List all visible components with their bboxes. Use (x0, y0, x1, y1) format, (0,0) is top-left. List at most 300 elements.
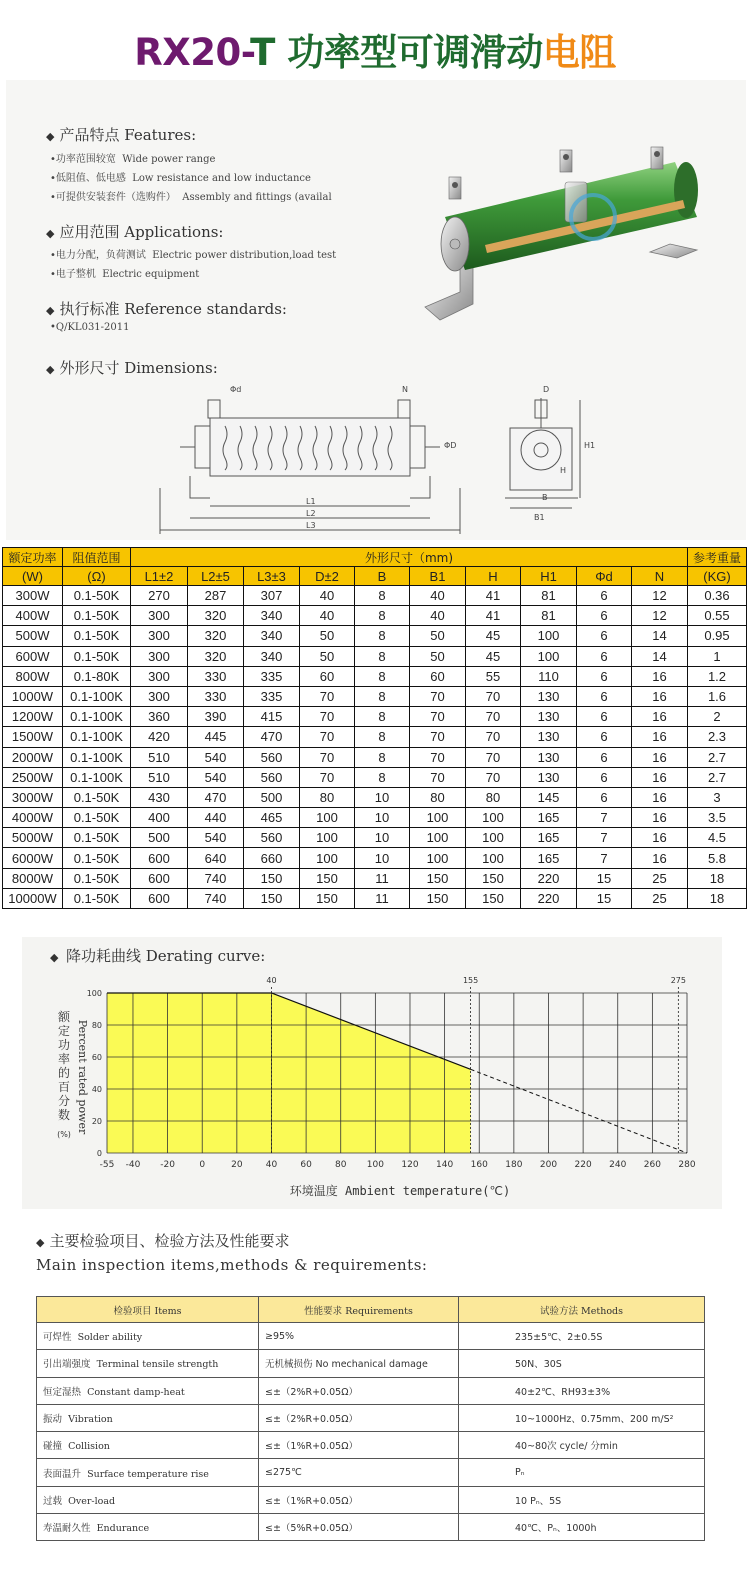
table-cell: 16 (632, 666, 688, 686)
table-row (3, 727, 747, 747)
table-cell: 0.1-50K (63, 868, 131, 888)
table-cell: 150 (466, 868, 521, 888)
table-cell: 220 (521, 888, 577, 908)
table-cell: 100 (466, 848, 521, 868)
table-cell: 220 (521, 868, 577, 888)
table-cell: 6 (577, 787, 632, 807)
y-axis-label-char: 功 (57, 1038, 71, 1052)
x-tick-label: 260 (643, 1160, 661, 1170)
table-cell: 4000W (3, 808, 63, 828)
diamond-icon: ◆ (46, 304, 55, 317)
label-phid: Φd (230, 385, 242, 394)
table-cell: 6 (577, 686, 632, 706)
requirement-cell: ≤±（5%R+0.05Ω） (259, 1514, 459, 1541)
table-cell: 560 (244, 828, 300, 848)
chart-title: 降功耗曲线 Derating curve: (66, 947, 266, 965)
y-tick-label: 0 (96, 1149, 102, 1158)
table-cell: 70 (466, 767, 521, 787)
table-cell: 6 (577, 767, 632, 787)
item-cell: 振动 Vibration (37, 1404, 259, 1431)
header-requirements: 性能要求 Requirements (259, 1297, 459, 1323)
table-cell: 100 (466, 828, 521, 848)
table-cell: 430 (131, 787, 188, 807)
table-row (3, 767, 747, 787)
table-cell: 340 (244, 646, 300, 666)
table-cell: 165 (521, 828, 577, 848)
label-l1: L1 (306, 497, 316, 506)
table-cell: 40 (300, 586, 355, 606)
y-axis-label-char: 数 (57, 1108, 71, 1122)
page-title (0, 22, 750, 72)
table-cell: 500W (3, 626, 63, 646)
table-cell: 150 (466, 888, 521, 908)
table-cell: 3.5 (688, 808, 747, 828)
table-cell: 10 (355, 848, 410, 868)
x-tick-label: 280 (678, 1160, 696, 1170)
inspection-heading-en: Main inspection items,methods & requirements: (36, 1256, 428, 1274)
x-tick-label: 40 (265, 1160, 278, 1170)
table-cell: 640 (188, 848, 244, 868)
table-cell: 81 (521, 586, 577, 606)
y-tick-label: 100 (86, 989, 102, 998)
table-cell: 560 (244, 747, 300, 767)
table-row (37, 1514, 705, 1541)
table-cell: 100 (410, 848, 466, 868)
table-cell: 45 (466, 626, 521, 646)
table-cell: 165 (521, 848, 577, 868)
table-cell: 470 (188, 787, 244, 807)
inspection-header-row (37, 1297, 705, 1323)
table-cell: 740 (188, 868, 244, 888)
method-cell: Pₙ (459, 1459, 705, 1486)
table-cell: 80 (466, 787, 521, 807)
label-l3: L3 (306, 521, 316, 530)
table-cell: 70 (410, 747, 466, 767)
table-cell: 415 (244, 707, 300, 727)
table-cell: 16 (632, 848, 688, 868)
table-cell: 300 (131, 626, 188, 646)
table-cell: 6 (577, 606, 632, 626)
inspection-heading-cn: ◆ 主要检验项目、检验方法及性能要求 (36, 1232, 290, 1250)
table-cell: 6000W (3, 848, 63, 868)
header-unit-cell: B (355, 567, 410, 586)
product-image (415, 142, 715, 332)
table-cell: 0.1-50K (63, 606, 131, 626)
table-cell: 510 (131, 767, 188, 787)
header-unit-cell: L1±2 (131, 567, 188, 586)
annotation-label: 155 (462, 976, 479, 985)
x-tick-label: 0 (199, 1160, 206, 1170)
label-b: B (542, 493, 548, 502)
table-cell: 100 (466, 808, 521, 828)
table-cell: 130 (521, 727, 577, 747)
table-cell: 16 (632, 707, 688, 727)
table-cell: 16 (632, 747, 688, 767)
table-cell: 150 (300, 888, 355, 908)
table-cell: 16 (632, 808, 688, 828)
y-axis-label-char: 额 (57, 1010, 71, 1024)
y-tick-label: 60 (91, 1053, 102, 1062)
table-row (3, 586, 747, 606)
table-cell: 0.1-50K (63, 848, 131, 868)
item-cell: 引出端强度 Terminal tensile strength (37, 1350, 259, 1377)
table-cell: 0.1-100K (63, 707, 131, 727)
table-cell: 3000W (3, 787, 63, 807)
table-cell: 300 (131, 666, 188, 686)
table-cell: 600 (131, 888, 188, 908)
x-tick-label: 80 (335, 1160, 347, 1170)
table-cell: 540 (188, 828, 244, 848)
table-row (3, 747, 747, 767)
table-cell: 18 (688, 868, 747, 888)
header-unit-cell: Φd (577, 567, 632, 586)
table-row (3, 868, 747, 888)
table-cell: 50 (300, 646, 355, 666)
table-cell: 2000W (3, 747, 63, 767)
table-cell: 25 (632, 868, 688, 888)
header-unit-cell: B1 (410, 567, 466, 586)
requirement-cell: ≤±（2%R+0.05Ω） (259, 1377, 459, 1404)
table-cell: 80 (410, 787, 466, 807)
table-cell: 11 (355, 888, 410, 908)
method-cell: 235±5℃、2±0.5S (459, 1323, 705, 1350)
feature-item: •低阻值、低电感 Low resistance and low inductance (50, 173, 311, 184)
table-cell: 16 (632, 727, 688, 747)
table-cell: 41 (466, 586, 521, 606)
table-cell: 0.95 (688, 626, 747, 646)
header-items: 检验项目 Items (37, 1297, 259, 1323)
label-l2: L2 (306, 509, 316, 518)
table-cell: 270 (131, 586, 188, 606)
requirement-cell: 无机械损伤 No mechanical damage (259, 1350, 459, 1377)
extension-series-line (471, 1069, 687, 1153)
table-cell: 307 (244, 586, 300, 606)
diamond-icon: ◆ (50, 951, 59, 964)
header-methods: 试验方法 Methods (459, 1297, 705, 1323)
x-tick-label: -20 (160, 1160, 175, 1170)
table-cell: 335 (244, 686, 300, 706)
table-cell: 70 (466, 707, 521, 727)
table-row (37, 1377, 705, 1404)
table-cell: 800W (3, 666, 63, 686)
table-cell: 50 (300, 626, 355, 646)
table-row (3, 848, 747, 868)
diamond-icon: ◆ (46, 227, 55, 240)
spec-header-units-row (3, 567, 747, 586)
table-row (37, 1459, 705, 1486)
table-cell: 8 (355, 646, 410, 666)
x-tick-label: 60 (300, 1160, 312, 1170)
title-part-resistor: 电阻 (542, 31, 616, 74)
y-axis-label-char: 百 (57, 1080, 71, 1094)
y-axis-label-char: 分 (57, 1094, 71, 1108)
table-cell: 540 (188, 747, 244, 767)
table-cell: 45 (466, 646, 521, 666)
table-cell: 540 (188, 767, 244, 787)
table-cell: 5.8 (688, 848, 747, 868)
table-cell: 465 (244, 808, 300, 828)
table-cell: 12 (632, 606, 688, 626)
table-cell: 6 (577, 646, 632, 666)
table-row (3, 808, 747, 828)
table-cell: 0.1-50K (63, 787, 131, 807)
table-cell: 0.1-100K (63, 767, 131, 787)
table-cell: 16 (632, 787, 688, 807)
diamond-icon: ◆ (46, 363, 55, 376)
table-cell: 145 (521, 787, 577, 807)
table-cell: 660 (244, 848, 300, 868)
table-cell: 40 (410, 586, 466, 606)
table-cell: 320 (188, 646, 244, 666)
table-cell: 70 (410, 686, 466, 706)
table-cell: 420 (131, 727, 188, 747)
table-cell: 40 (410, 606, 466, 626)
x-axis-label: 环境温度 Ambient temperature(℃) (289, 1184, 511, 1198)
table-cell: 0.1-100K (63, 727, 131, 747)
table-cell: 40 (300, 606, 355, 626)
table-cell: 18 (688, 888, 747, 908)
terminal (560, 150, 572, 172)
table-cell: 80 (300, 787, 355, 807)
table-cell: 2500W (3, 767, 63, 787)
table-cell: 70 (466, 686, 521, 706)
annotation-label: 40 (266, 976, 277, 985)
table-cell: 0.1-50K (63, 808, 131, 828)
table-cell: 110 (521, 666, 577, 686)
table-cell: 70 (300, 727, 355, 747)
table-row (37, 1404, 705, 1431)
table-cell: 16 (632, 686, 688, 706)
table-cell: 6 (577, 707, 632, 727)
y-axis-label-char: 定 (57, 1024, 71, 1038)
table-cell: 7 (577, 808, 632, 828)
table-cell: 500 (131, 828, 188, 848)
table-cell: 300 (131, 606, 188, 626)
table-row (3, 646, 747, 666)
table-cell: 8 (355, 606, 410, 626)
requirement-cell: ≥95% (259, 1323, 459, 1350)
table-cell: 100 (300, 848, 355, 868)
table-cell: 330 (188, 686, 244, 706)
dimensions-heading: ◆ 外形尺寸 Dimensions: (46, 359, 218, 377)
table-row (3, 666, 747, 686)
item-cell: 寿温耐久性 Endurance (37, 1514, 259, 1541)
table-cell: 14 (632, 626, 688, 646)
label-n: N (402, 385, 408, 394)
table-cell: 130 (521, 767, 577, 787)
table-cell: 150 (244, 868, 300, 888)
table-cell: 100 (300, 808, 355, 828)
application-item: •电子整机 Electric equipment (50, 269, 200, 280)
table-cell: 11 (355, 868, 410, 888)
table-cell: 335 (244, 666, 300, 686)
table-cell: 70 (410, 707, 466, 727)
mounting-bracket-right (650, 244, 697, 258)
x-tick-label: 140 (436, 1160, 454, 1170)
table-cell: 6 (577, 626, 632, 646)
table-cell: 320 (188, 606, 244, 626)
table-cell: 14 (632, 646, 688, 666)
dimension-drawing (150, 378, 600, 538)
y-axis-label-char: 率 (57, 1052, 71, 1066)
header-power: 额定功率 (3, 548, 63, 567)
table-cell: 3 (688, 787, 747, 807)
requirement-cell: ≤±（2%R+0.05Ω） (259, 1404, 459, 1431)
header-unit-cell: L3±3 (244, 567, 300, 586)
table-cell: 600 (131, 868, 188, 888)
table-cell: 2.3 (688, 727, 747, 747)
table-cell: 300 (131, 646, 188, 666)
header-weight: 参考重量 (688, 548, 747, 567)
table-cell: 8 (355, 686, 410, 706)
table-cell: 0.36 (688, 586, 747, 606)
table-cell: 5000W (3, 828, 63, 848)
table-cell: 560 (244, 767, 300, 787)
table-cell: 100 (410, 808, 466, 828)
label-h: H (560, 466, 567, 475)
x-tick-label: 100 (366, 1160, 384, 1170)
table-cell: 740 (188, 888, 244, 908)
table-cell: 8 (355, 767, 410, 787)
table-cell: 6 (577, 747, 632, 767)
header-unit-cell: (KG) (688, 567, 747, 586)
table-row (37, 1486, 705, 1513)
y-axis-label-char: 的 (57, 1066, 71, 1080)
item-cell: 碰撞 Collision (37, 1432, 259, 1459)
table-cell: 150 (410, 888, 466, 908)
requirement-cell: ≤±（1%R+0.05Ω） (259, 1432, 459, 1459)
feature-item: •功率范围较宽 Wide power range (50, 154, 216, 165)
spec-table (2, 547, 747, 909)
x-tick-label: 200 (539, 1160, 558, 1170)
x-tick-label: -55 (99, 1160, 115, 1170)
table-cell: 0.1-100K (63, 747, 131, 767)
table-row (3, 686, 747, 706)
table-row (3, 787, 747, 807)
table-cell: 7 (577, 828, 632, 848)
table-cell: 150 (244, 888, 300, 908)
table-cell: 165 (521, 808, 577, 828)
x-tick-label: 20 (231, 1160, 243, 1170)
method-cell: 10 Pₙ、5S (459, 1486, 705, 1513)
table-cell: 8000W (3, 868, 63, 888)
table-cell: 330 (188, 666, 244, 686)
table-cell: 10 (355, 787, 410, 807)
table-cell: 10 (355, 828, 410, 848)
table-cell: 100 (521, 646, 577, 666)
table-cell: 16 (632, 767, 688, 787)
requirement-cell: ≤275℃ (259, 1459, 459, 1486)
header-unit-cell: H (466, 567, 521, 586)
table-cell: 600W (3, 646, 63, 666)
table-row (3, 707, 747, 727)
table-cell: 150 (410, 868, 466, 888)
x-tick-label: 160 (470, 1160, 488, 1170)
table-cell: 16 (632, 828, 688, 848)
item-cell: 恒定湿热 Constant damp-heat (37, 1377, 259, 1404)
y-tick-label: 20 (91, 1117, 102, 1126)
table-cell: 100 (410, 828, 466, 848)
table-row (3, 888, 747, 908)
table-cell: 0.1-50K (63, 888, 131, 908)
header-unit-cell: N (632, 567, 688, 586)
table-cell: 8 (355, 707, 410, 727)
table-cell: 400 (131, 808, 188, 828)
rated-area (107, 993, 471, 1153)
label-phiD: ΦD (444, 441, 457, 450)
table-cell: 150 (300, 868, 355, 888)
table-cell: 8 (355, 666, 410, 686)
table-cell: 15 (577, 868, 632, 888)
table-cell: 287 (188, 586, 244, 606)
item-cell: 表面温升 Surface temperature rise (37, 1459, 259, 1486)
table-cell: 8 (355, 747, 410, 767)
features-heading: ◆ 产品特点 Features: (46, 126, 197, 144)
table-cell: 12 (632, 586, 688, 606)
table-cell: 130 (521, 686, 577, 706)
table-cell: 0.1-80K (63, 666, 131, 686)
y-axis-label-en: Percent rated power (76, 1019, 89, 1135)
table-cell: 70 (466, 727, 521, 747)
diamond-icon: ◆ (46, 130, 55, 143)
title-part-model: RX20- (134, 31, 251, 74)
table-cell: 1.2 (688, 666, 747, 686)
y-tick-label: 40 (91, 1085, 102, 1094)
table-cell: 60 (410, 666, 466, 686)
table-row (3, 828, 747, 848)
table-cell: 10 (355, 808, 410, 828)
method-cell: 40℃、Pₙ、1000h (459, 1514, 705, 1541)
feature-item: •可提供安装套件（选购件） Assembly and fittings (availal (50, 192, 332, 203)
table-cell: 0.1-50K (63, 626, 131, 646)
table-cell: 2.7 (688, 747, 747, 767)
table-cell: 440 (188, 808, 244, 828)
table-cell: 81 (521, 606, 577, 626)
table-cell: 0.55 (688, 606, 747, 626)
table-cell: 6 (577, 727, 632, 747)
x-tick-label: 240 (609, 1160, 627, 1170)
table-cell: 130 (521, 747, 577, 767)
title-part-name: T 功率型可调滑动 (250, 31, 543, 74)
table-cell: 340 (244, 606, 300, 626)
method-cell: 10~1000Hz、0.75mm、200 m/S² (459, 1404, 705, 1431)
standards-heading: ◆ 执行标准 Reference standards: (46, 300, 287, 318)
table-cell: 1 (688, 646, 747, 666)
table-row (37, 1323, 705, 1350)
header-unit-cell: D±2 (300, 567, 355, 586)
table-cell: 8 (355, 727, 410, 747)
table-cell: 1500W (3, 727, 63, 747)
table-cell: 70 (410, 727, 466, 747)
table-cell: 300 (131, 686, 188, 706)
table-cell: 70 (410, 767, 466, 787)
table-cell: 60 (300, 666, 355, 686)
label-b1: B1 (534, 513, 545, 522)
header-unit-cell: (Ω) (63, 567, 131, 586)
table-cell: 70 (300, 767, 355, 787)
table-cell: 0.1-50K (63, 828, 131, 848)
x-tick-label: 120 (401, 1160, 419, 1170)
table-cell: 0.1-100K (63, 686, 131, 706)
table-cell: 510 (131, 747, 188, 767)
item-cell: 过载 Over-load (37, 1486, 259, 1513)
standard-item: •Q/KL031-2011 (50, 322, 130, 333)
table-cell: 25 (632, 888, 688, 908)
item-cell: 可焊性 Solder ability (37, 1323, 259, 1350)
derating-chart (22, 937, 722, 1209)
method-cell: 40±2℃、RH93±3% (459, 1377, 705, 1404)
table-cell: 1200W (3, 707, 63, 727)
